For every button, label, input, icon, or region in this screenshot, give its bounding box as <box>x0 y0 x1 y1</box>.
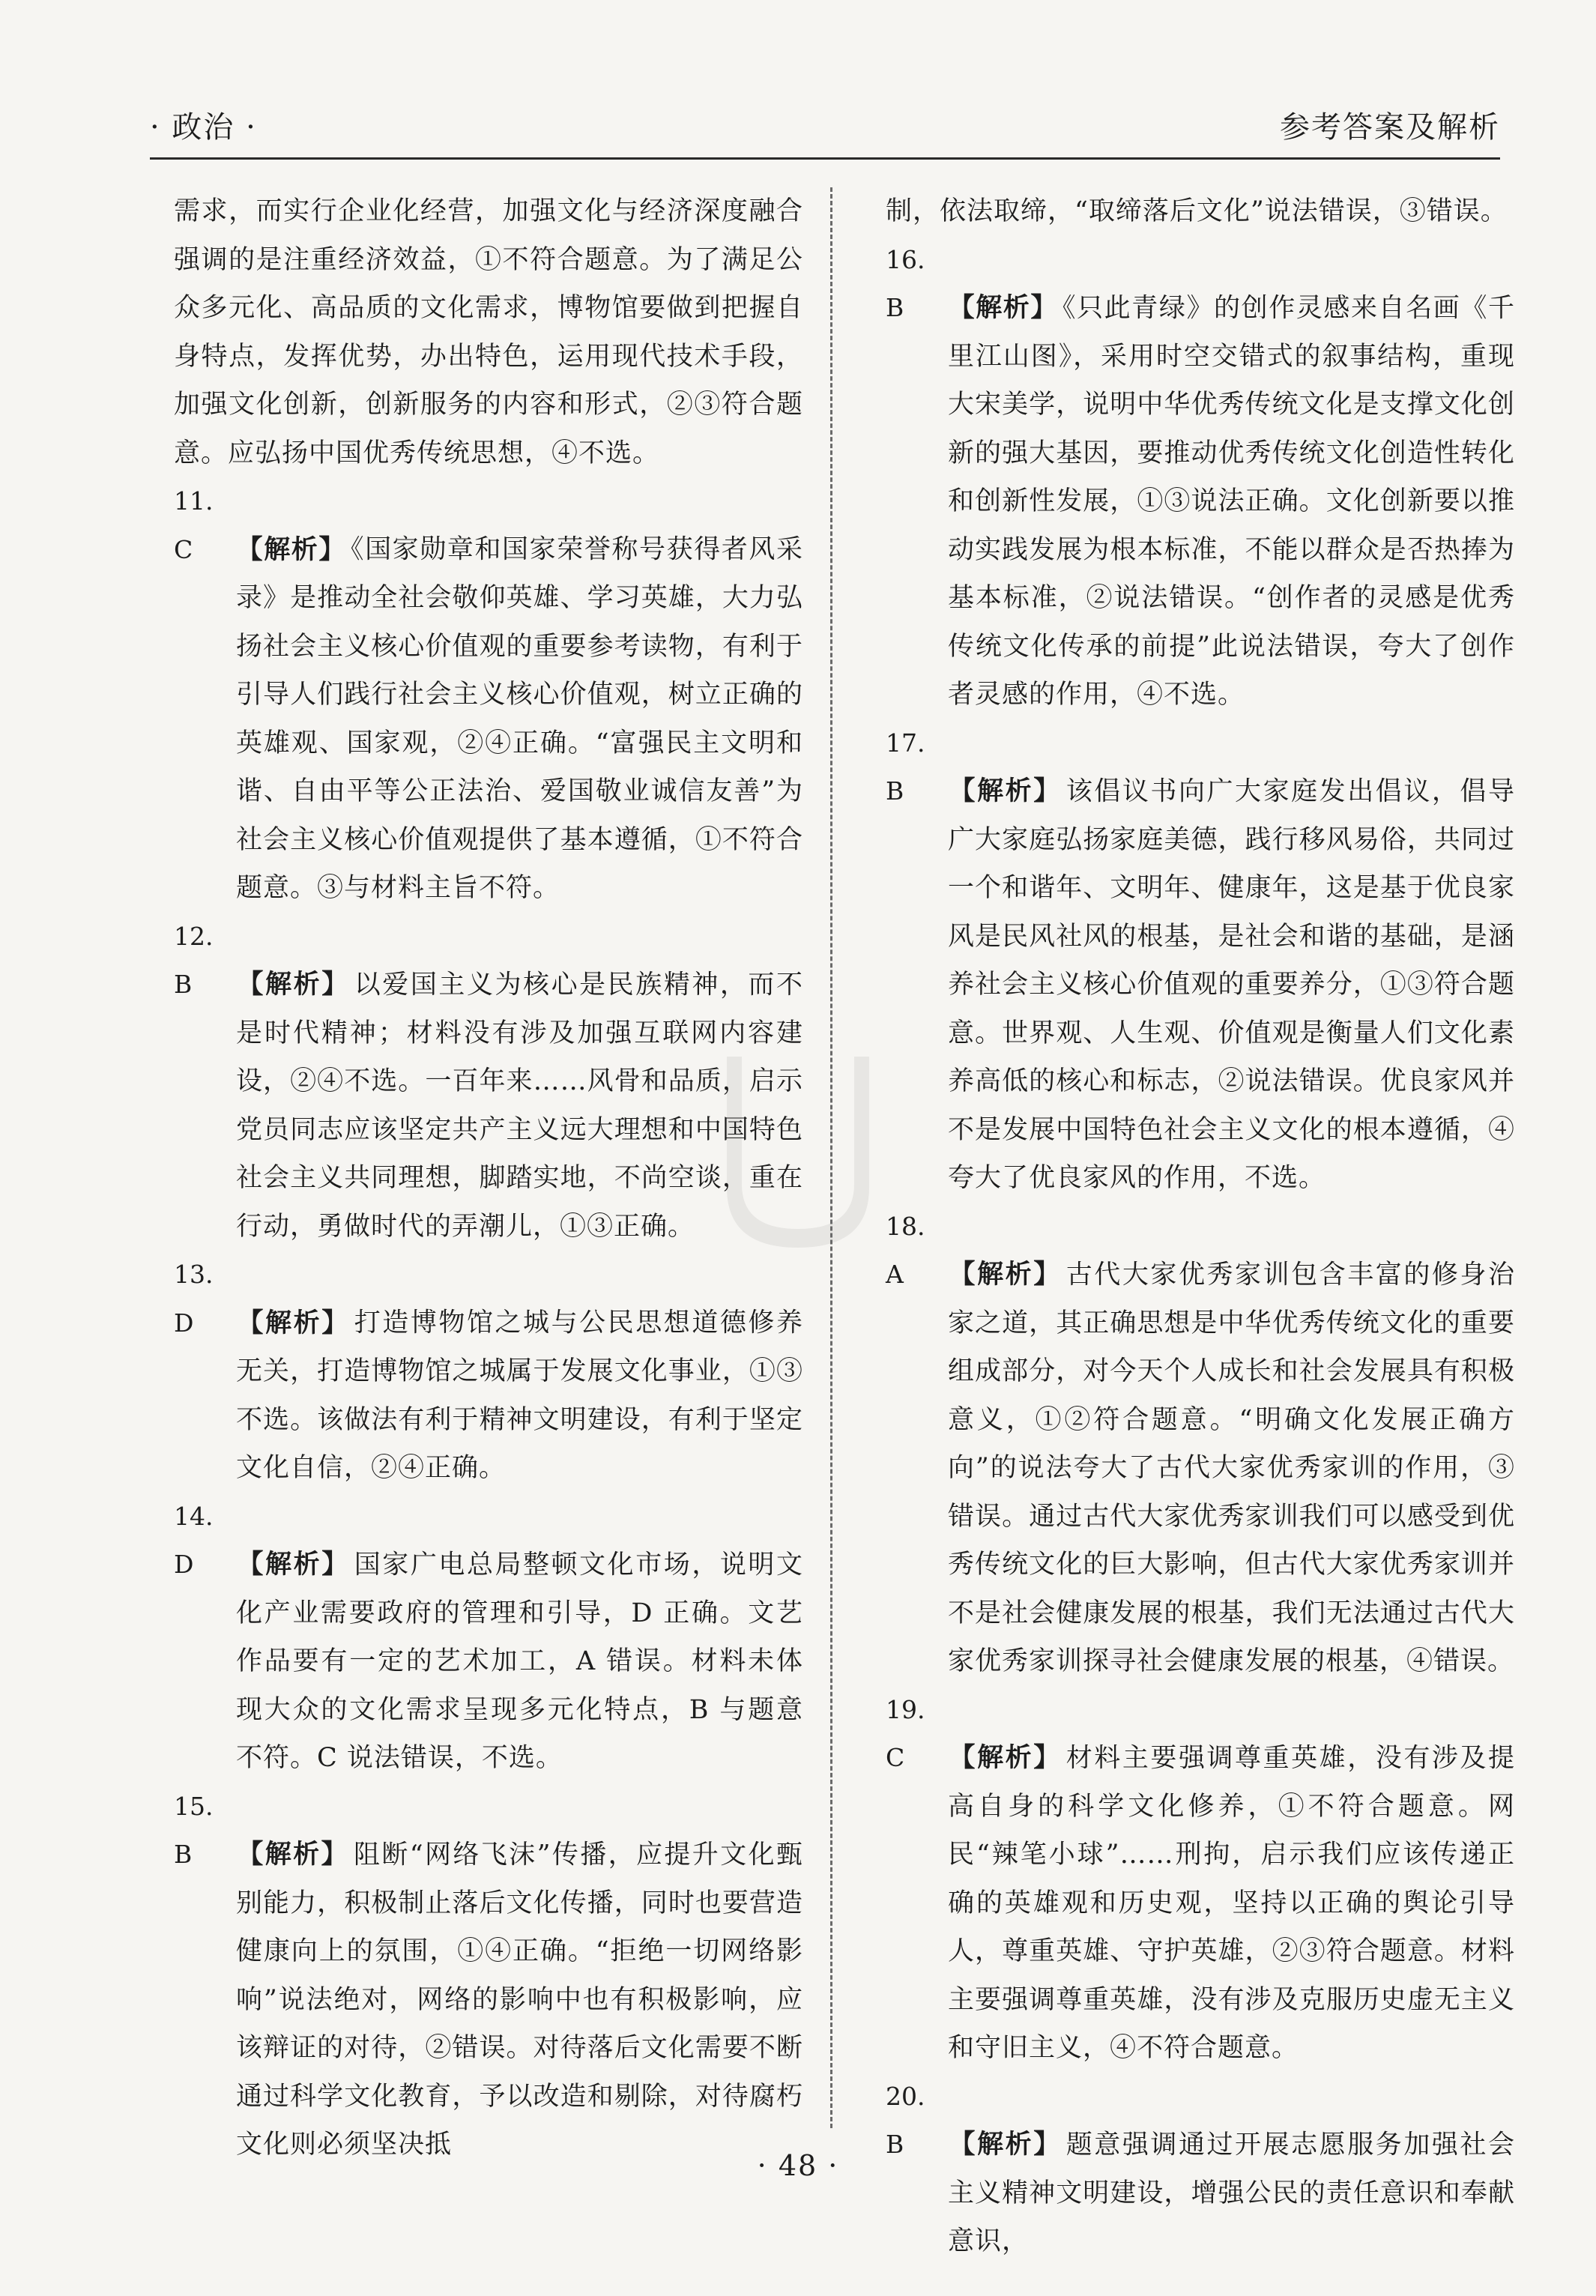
analysis-text: 该倡议书向广大家庭发出倡议，倡导广大家庭弘扬家庭美德，践行移风易俗，共同过一个和谐年、文明年、健康年，这是基于优良家风是民风社风的根基，是社会和谐的基础，是涵养社会主义核心价值观的重要养分，①③符合题意。世界观、人生观、价值观是衡量人们文化素养高低的核心和标志，②说法错误。优良家风并不是发展中国特色社会主义文化的根本遵循，④夸大了优良家风的作用，不选。 <box>948 776 1515 1193</box>
analysis-text: 阻断“网络飞沫”传播，应提升文化甄别能力，积极制止落后文化传播，同时也要营造健康向上的氛围，①④正确。“拒绝一切网络影响”说法绝对，网络的影响中也有积极影响，应该辩证的对待，②错误。对待落后文化需要不断通过科学文化教育，予以改造和剔除，对待腐朽文化则必须坚决抵 <box>236 1840 803 2160</box>
question-number: 20. B <box>886 2081 925 2159</box>
answer-item-15 <box>174 1783 803 2169</box>
question-number: 16. B <box>886 244 925 322</box>
question-number: 18. A <box>886 1211 925 1289</box>
analysis-text: 《只此青绿》的创作灵感来自名画《千里江山图》，采用时空交错式的叙事结构，重现大宋美学，说明中华优秀传统文化是支撑文化创新的强大基因，要推动优秀传统文化创造性转化和创新性发展，①③说法正确。文化创新要以推动实践发展为根本标准，不能以群众是否热捧为基本标准，②说法错误。“创作者的灵感是优秀传统文化传承的前提”此说法错误，夸大了创作者灵感的作用，④不选。 <box>948 293 1515 710</box>
analysis-tag: 【解析】 <box>236 1549 350 1580</box>
answer-item-16 <box>886 236 1515 719</box>
question-number: 13. D <box>174 1260 214 1338</box>
question-number: 12. B <box>174 921 214 999</box>
answer-item-12 <box>174 913 803 1251</box>
answer-item-11 <box>174 477 803 913</box>
analysis-tag: 【解析】 <box>236 969 350 1000</box>
question-number: 19. C <box>886 1694 925 1772</box>
question-number: 11. C <box>174 486 214 564</box>
answer-item-13 <box>174 1251 803 1493</box>
analysis-tag: 【解析】 <box>948 776 1062 806</box>
analysis-text: 打造博物馆之城与公民思想道德修养无关，打造博物馆之城属于发展文化事业，①③不选。该做法有利于精神文明建设，有利于坚定文化自信，②④正确。 <box>236 1308 803 1483</box>
section-title: 参考答案及解析 <box>1280 110 1500 145</box>
analysis-tag: 【解析】 <box>236 1307 350 1338</box>
analysis-text: 以爱国主义为核心是民族精神，而不是时代精神；材料没有涉及加强互联网内容建设，②④不选。一百年来……风骨和品质，启示党员同志应该坚定共产主义远大理想和中国特色社会主义共同理想，脚踏实地，不尚空谈，重在行动，勇做时代的弄潮儿，①③正确。 <box>236 970 803 1242</box>
analysis-text: 国家广电总局整顿文化市场，说明文化产业需要政府的管理和引导，D 正确。文艺作品要有一定的艺术加工，A 错误。材料未体现大众的文化需求呈现多元化特点，B 与题意不符。C 说法错误，不选。 <box>236 1550 803 1773</box>
column-divider <box>830 187 832 2128</box>
continued-explanation: 制，依法取缔，“取缔落后文化”说法错误，③错误。 <box>886 196 1508 226</box>
left-column <box>174 187 803 2169</box>
subject-title: · 政治 · <box>150 110 257 145</box>
header-rule <box>150 157 1500 160</box>
analysis-tag: 【解析】 <box>948 2129 1062 2160</box>
question-number: 17. B <box>886 728 925 806</box>
right-column <box>886 187 1515 2266</box>
analysis-tag: 【解析】 <box>948 1742 1062 1773</box>
question-number: 15. B <box>174 1791 214 1869</box>
analysis-tag: 【解析】 <box>236 534 346 565</box>
analysis-text: 题意强调通过开展志愿服务加强社会主义精神文明建设，增强公民的责任意识和奉献意识， <box>948 2130 1515 2256</box>
analysis-tag: 【解析】 <box>236 1839 349 1870</box>
answer-item-17 <box>886 719 1515 1203</box>
continued-explanation: 需求，而实行企业化经营，加强文化与经济深度融合强调的是注重经济效益，①不符合题意。为了满足公众多元化、高品质的文化需求，博物馆要做到把握自身特点，发挥优势，办出特色，运用现代技术手段，加强文化创新，创新服务的内容和形式，②③符合题意。应弘扬中国优秀传统思想，④不选。 <box>174 196 803 468</box>
page-header <box>150 105 1500 150</box>
answer-item-14 <box>174 1493 803 1783</box>
analysis-text: 古代大家优秀家训包含丰富的修身治家之道，其正确思想是中华优秀传统文化的重要组成部分，对今天个人成长和社会发展具有积极意义，①②符合题意。“明确文化发展正确方向”的说法夸大了古代大家优秀家训的作用，③错误。通过古代大家优秀家训我们可以感受到优秀传统文化的巨大影响，但古代大家优秀家训并不是社会健康发展的根基，我们无法通过古代大家优秀家训探寻社会健康发展的根基，④错误。 <box>948 1260 1515 1676</box>
answer-item-18 <box>886 1203 1515 1686</box>
analysis-text: 《国家勋章和国家荣誉称号获得者风采录》是推动全社会敬仰英雄、学习英雄，大力弘扬社会主义核心价值观的重要参考读物，有利于引导人们践行社会主义核心价值观，树立正确的英雄观、国家观，②④正确。“富强民主文明和谐、自由平等公正法治、爱国敬业诚信友善”为社会主义核心价值观提供了基本遵循，①不符合题意。③与材料主旨不符。 <box>236 534 803 903</box>
page-number: · 48 · <box>757 2149 839 2182</box>
analysis-tag: 【解析】 <box>948 292 1058 323</box>
analysis-tag: 【解析】 <box>948 1259 1062 1290</box>
question-number: 14. D <box>174 1501 214 1579</box>
answer-item-19 <box>886 1686 1515 2073</box>
analysis-text: 材料主要强调尊重英雄，没有涉及提高自身的科学文化修养，①不符合题意。网民“辣笔小球”……刑拘，启示我们应该传递正确的英雄观和历史观，坚持以正确的舆论引导人，尊重英雄、守护英雄，②③符合题意。材料主要强调尊重英雄，没有涉及克服历史虚无主义和守旧主义，④不符合题意。 <box>948 1743 1515 2063</box>
